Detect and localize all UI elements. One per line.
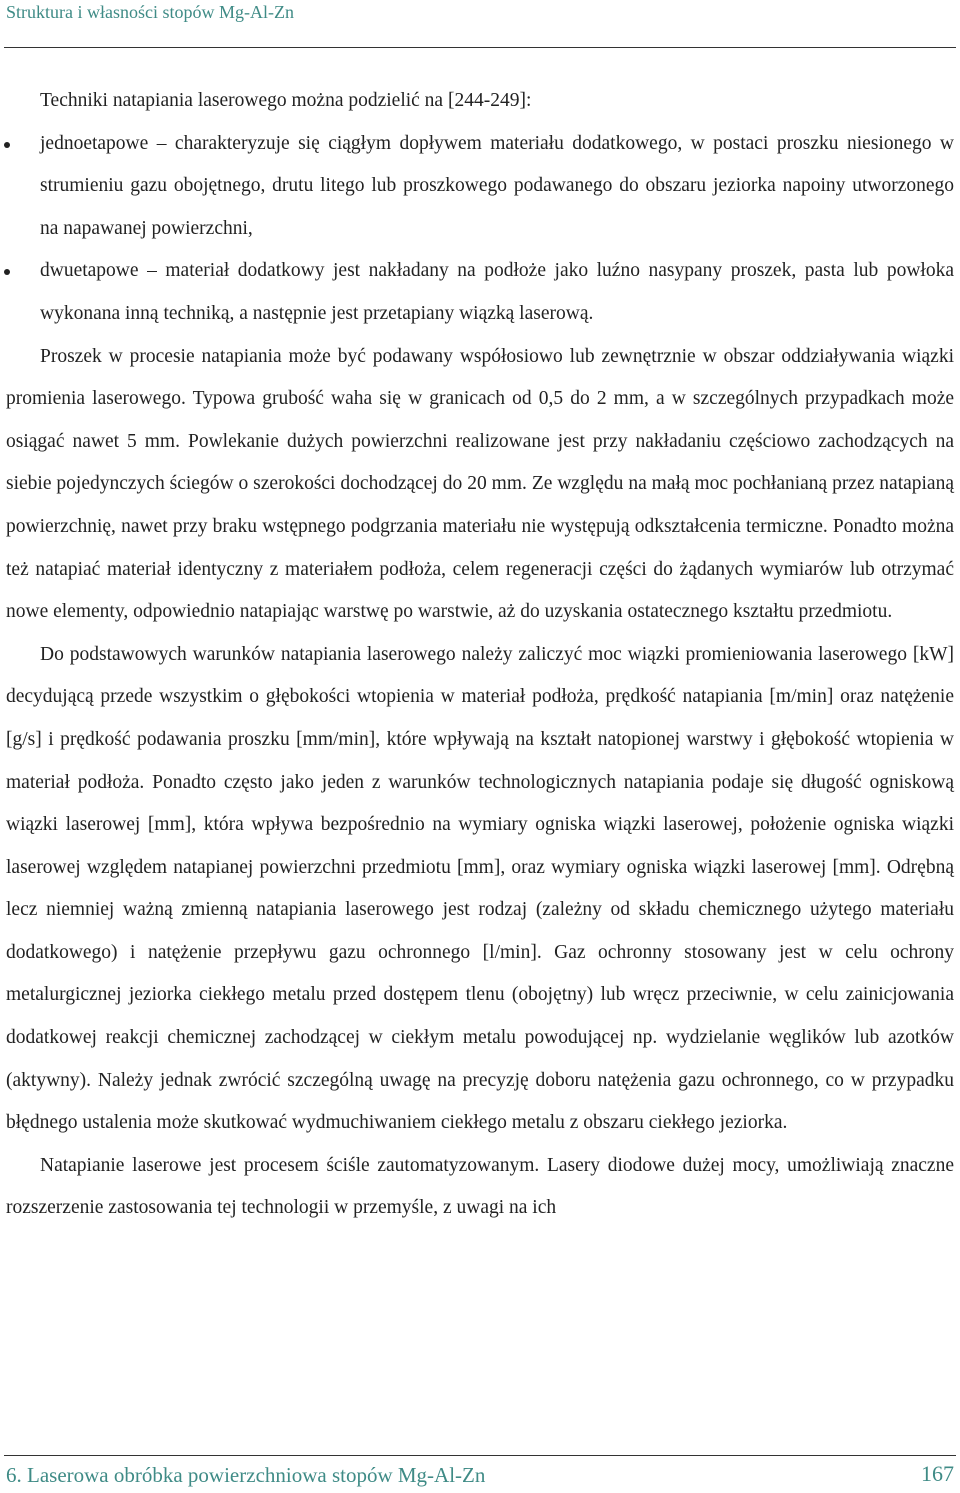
footer-divider — [4, 1455, 956, 1456]
bullet-list — [6, 123, 954, 336]
page-content — [6, 80, 954, 1230]
bullet-icon — [4, 269, 10, 275]
bullet-icon — [4, 142, 10, 148]
list-item-text: jednoetapowe – charakteryzuje się ciągłym dopływem materiału dodatkowego, w postaci proszku niesionego w strumieniu gazu obojętnego, drutu litego lub proszkowego podawanego do obszaru jeziorka napoiny utworzonego na napawanej powierzchni, — [40, 132, 954, 239]
body-paragraph: Do podstawowych warunków natapiania laserowego należy zaliczyć moc wiązki promieniowania laserowego [kW] decydującą przede wszystkim o głębokości wtopienia w materiał podłoża, prędkość natapiania [m/min] oraz natężenie [g/s] i prędkość podawania proszku [mm/min], które wpływają na kształt natopionej warstwy i głębokość wtopienia w materiał podłoża. Ponadto często jako jeden z warunków technologicznych natapiania podaje się długość ogniskową wiązki laserowej [mm], która wpływa bezpośrednio na wymiary ogniska wiązki laserowej, położenie ogniska wiązki laserowej względem natapianej powierzchni przedmiotu [mm], oraz wymiary ogniska wiązki laserowej [mm]. Odrębną lecz niemniej ważną zmienną natapiania laserowego jest rodzaj (zależny od składu chemicznego użytego materiału dodatkowego) i natężenie przepływu gazu ochronnego [l/min]. Gaz ochronny stosowany jest w celu ochrony metalurgicznej jeziorka ciekłego metalu przed dostępem tlenu (obojętny) lub wręcz przeciwnie, w celu zainicjowania dodatkowej reakcji chemicznej zachodzącej w ciekłym metalu powodującej np. wydzielanie węglików lub azotków (aktywny). Należy jednak zwrócić szczególną uwagę na precyzję doboru natężenia gazu ochronnego, co w przypadku błędnego ustalenia może skutkować wydmuchiwaniem ciekłego metalu z obszaru ciekłego jeziorka. — [6, 643, 954, 1134]
page-number: 167 — [921, 1461, 954, 1486]
header-divider — [4, 47, 956, 48]
intro-paragraph: Techniki natapiania laserowego można podzielić na [244-249]: — [40, 90, 532, 111]
body-paragraph: Natapianie laserowe jest procesem ściśle zautomatyzowanym. Lasery diodowe dużej mocy, umożliwiają znaczne rozszerzenie zastosowania tej technologii w przemyśle, z uwagi na ich — [6, 1154, 954, 1219]
list-item — [6, 250, 954, 335]
running-header: Struktura i własności stopów Mg-Al-Zn — [6, 2, 294, 22]
list-item-text: dwuetapowe – materiał dodatkowy jest nakładany na podłoże jako luźno nasypany proszek, pasta lub powłoka wykonana inną techniką, a następnie jest przetapiany wiązką laserową. — [40, 260, 954, 324]
list-item — [6, 123, 954, 251]
body-paragraph: Proszek w procesie natapiania może być podawany współosiowo lub zewnętrznie w obszar oddziaływania wiązki promienia laserowego. Typowa grubość waha się w granicach od 0,5 do 2 mm, a w szczególnych przypadkach może osiągać nawet 5 mm. Powlekanie dużych powierzchni realizowane jest przy nakładaniu częściowo zachodzących na siebie pojedynczych ściegów o szerokości dochodzącej do 20 mm. Ze względu na małą moc pochłanianą przez natapianą powierzchnię, nawet przy braku wstępnego podgrzania materiału nie występują odkształcenia termiczne. Ponadto można też natapiać materiał identyczny z materiałem podłoża, celem regeneracji części do żądanych wymiarów lub otrzymać nowe elementy, odpowiednio natapiając warstwę po warstwie, aż do uzyskania ostatecznego kształtu przedmiotu. — [6, 345, 954, 623]
footer-chapter-title: 6. Laserowa obróbka powierzchniowa stopów Mg-Al-Zn — [6, 1463, 486, 1487]
